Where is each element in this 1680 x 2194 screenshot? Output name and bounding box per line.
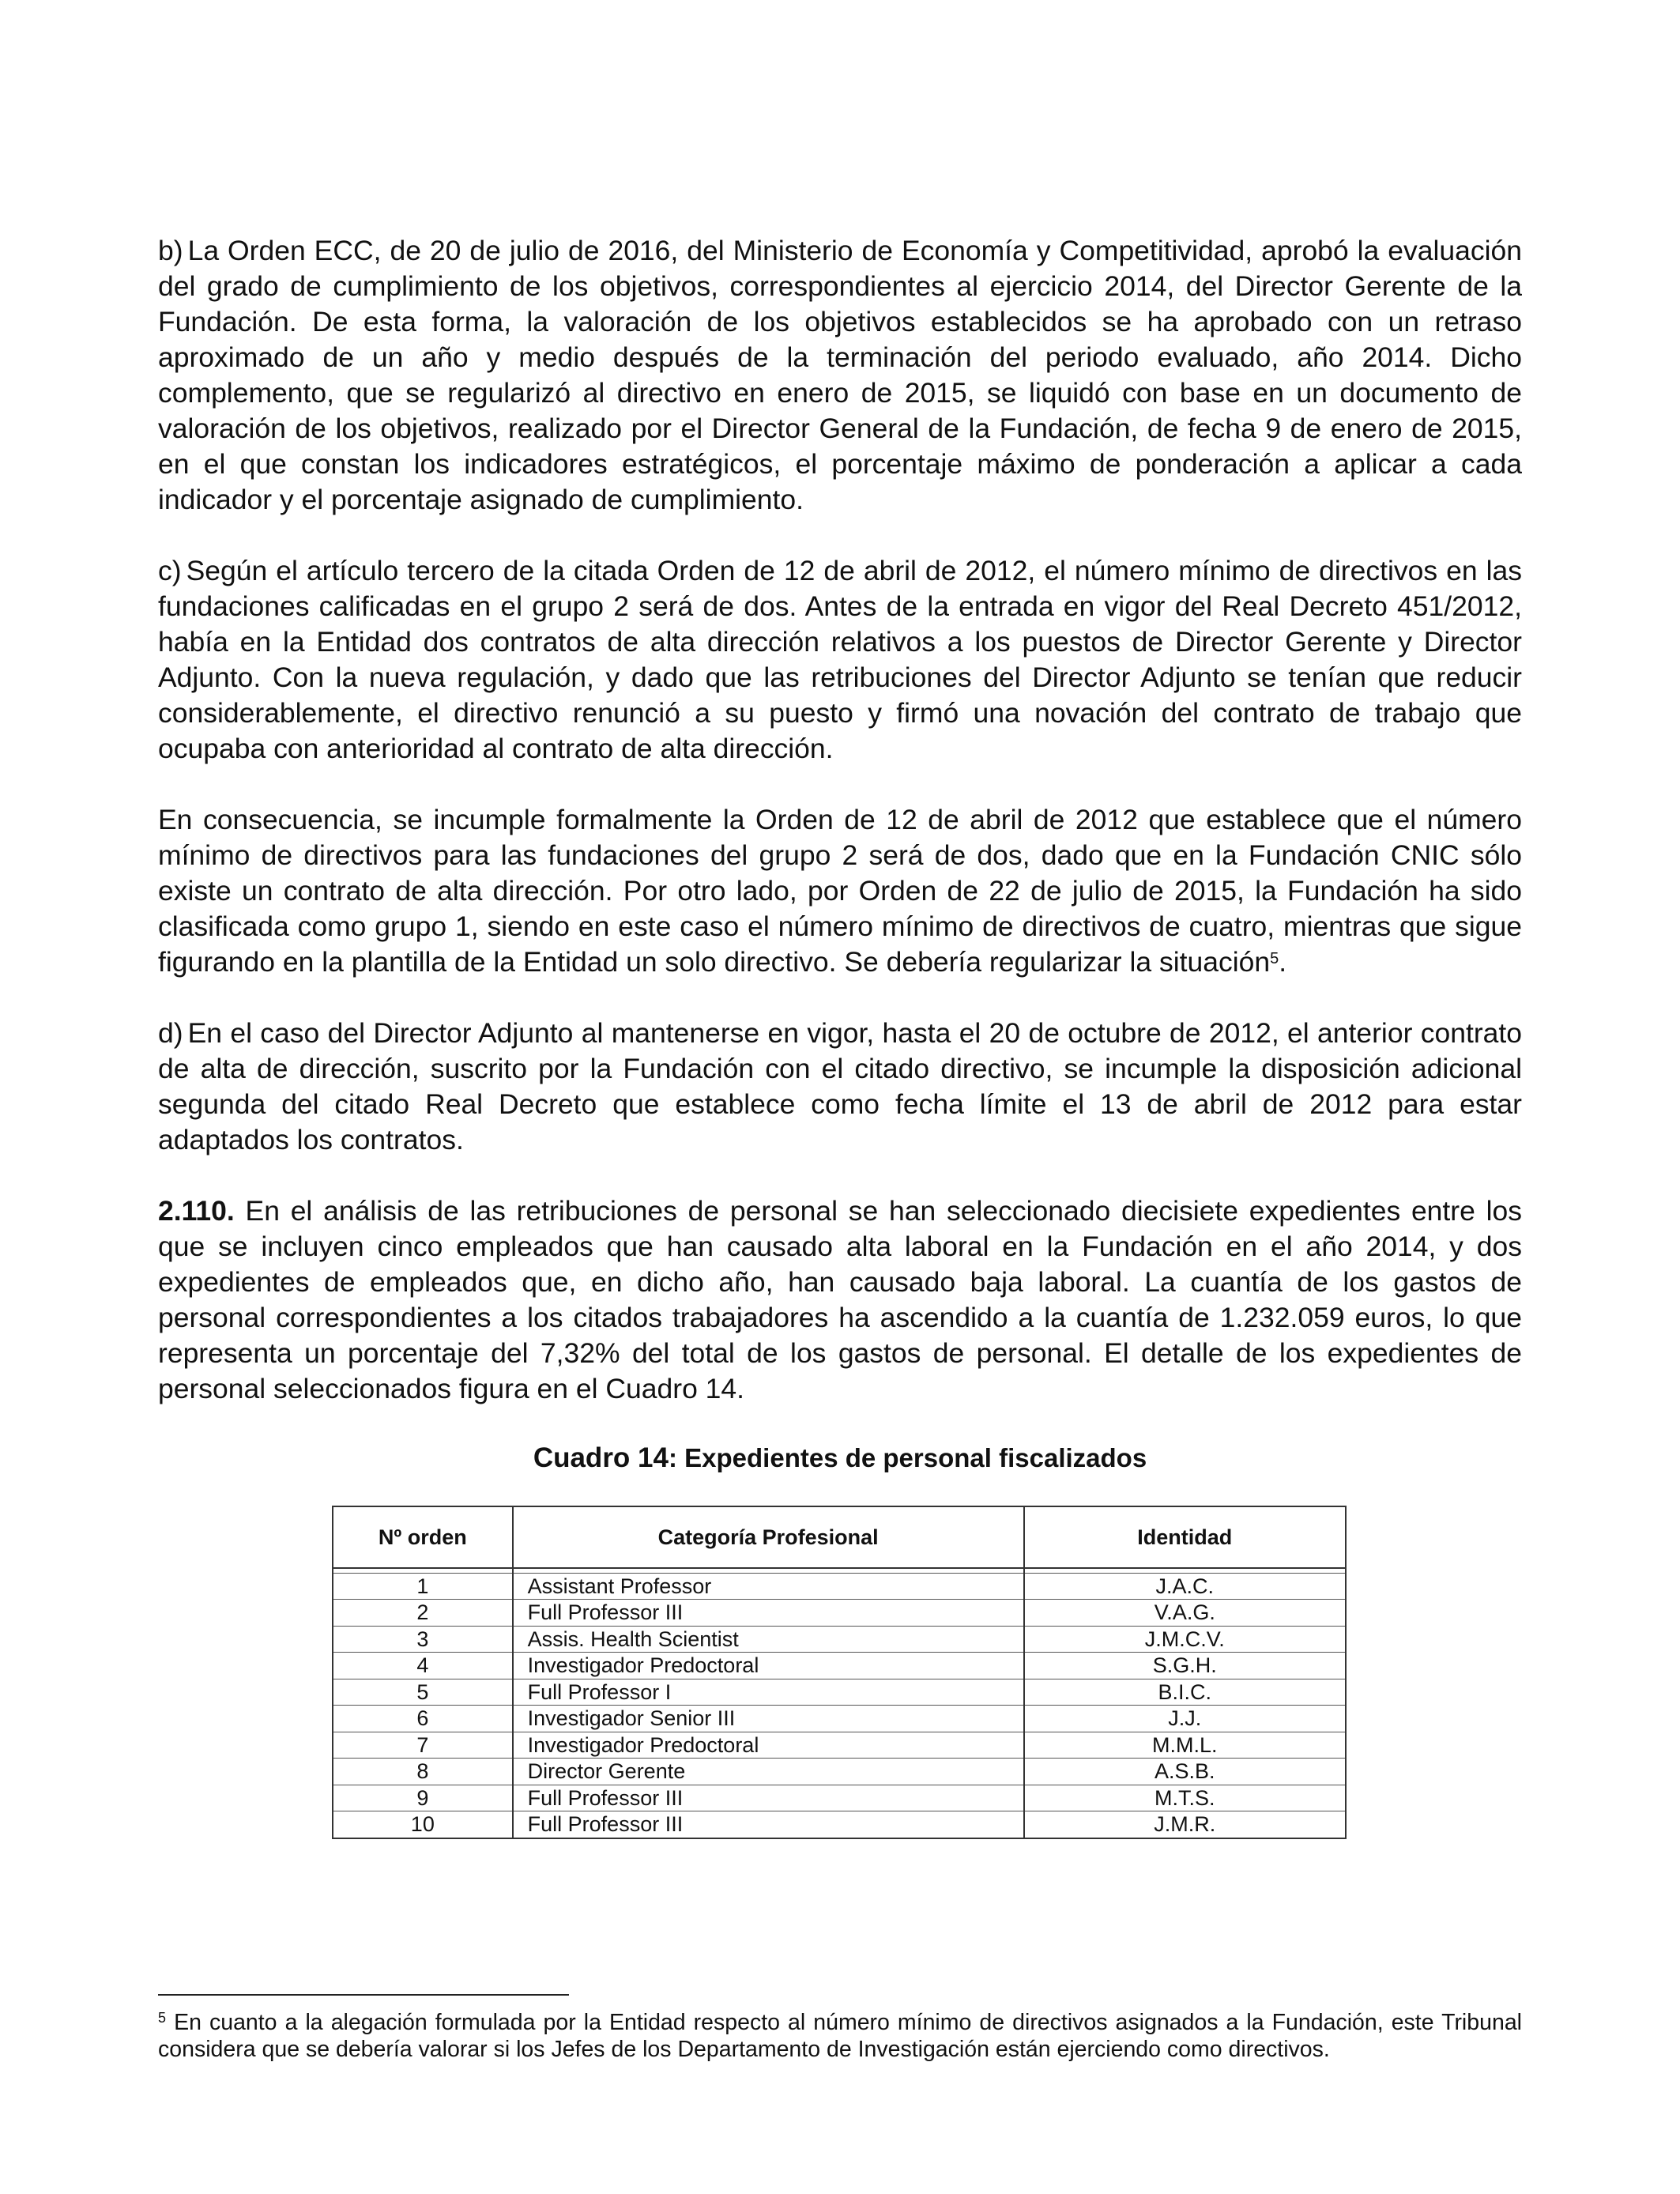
cell-orden: 2 xyxy=(333,1600,513,1627)
column-header-categoria: Categoría Profesional xyxy=(513,1506,1024,1568)
paragraph-b xyxy=(158,233,1522,518)
cell-categoria: Assis. Health Scientist xyxy=(513,1626,1024,1653)
cell-identidad: V.A.G. xyxy=(1024,1600,1346,1627)
paragraph-text: Según el artículo tercero de la citada Orden de 12 de abril de 2012, el número mínimo de directivos en las fundaciones calificadas en el grupo 2 será de dos. Antes de la entrada en vigor del Real Decreto 451/2012, había en la Entidad dos contratos de alta dirección relativos a los puestos de Director Gerente y Director Adjunto. Con la nueva regulación, y dado que las retribuciones del Director Adjunto se tenían que reducir considerablemente, el directivo renunció a su puesto y firmó una novación del contrato de trabajo que ocupaba con anterioridad al contrato de alta dirección. xyxy=(158,555,1522,764)
table-row xyxy=(333,1600,1346,1627)
cell-categoria: Investigador Senior III xyxy=(513,1706,1024,1732)
paragraph-consecuencia xyxy=(158,802,1522,980)
cell-identidad: M.T.S. xyxy=(1024,1785,1346,1811)
caption-number: Cuadro 14 xyxy=(533,1442,669,1473)
cell-orden: 1 xyxy=(333,1573,513,1600)
paragraph-text: La Orden ECC, de 20 de julio de 2016, del Ministerio de Economía y Competitividad, aprobó la evaluación del grado de cumplimiento de los objetivos, correspondientes al ejercicio 2014, del Director Gerente de la Fundación. De esta forma, la valoración de los objetivos establecidos se ha aprobado con un retraso aproximado de un año y medio después de la terminación del periodo evaluado, año 2014. Dicho complemento, que se regularizó al directivo en enero de 2015, se liquidó con base en un documento de valoración de los objetivos, realizado por el Director General de la Fundación, de fecha 9 de enero de 2015, en el que constan los indicadores estratégicos, el porcentaje máximo de ponderación a aplicar a cada indicador y el porcentaje asignado de cumplimiento. xyxy=(158,235,1522,515)
cell-identidad: J.A.C. xyxy=(1024,1573,1346,1600)
cell-identidad: S.G.H. xyxy=(1024,1653,1346,1679)
table-row xyxy=(333,1785,1346,1811)
cell-identidad: B.I.C. xyxy=(1024,1679,1346,1706)
table-row xyxy=(333,1811,1346,1838)
cell-categoria: Assistant Professor xyxy=(513,1573,1024,1600)
table-header-row xyxy=(333,1506,1346,1568)
cell-categoria: Director Gerente xyxy=(513,1759,1024,1785)
paragraph-text-end: . xyxy=(1279,946,1287,978)
paragraph-2-110 xyxy=(158,1193,1522,1407)
section-number: 2.110. xyxy=(158,1195,235,1227)
column-header-identidad: Identidad xyxy=(1024,1506,1346,1568)
paragraph-d xyxy=(158,1016,1522,1158)
cell-categoria: Investigador Predoctoral xyxy=(513,1653,1024,1679)
table-row xyxy=(333,1732,1346,1759)
cell-orden: 7 xyxy=(333,1732,513,1759)
paragraph-label: c) xyxy=(158,555,182,586)
footnote-text: En cuanto a la alegación formulada por la Entidad respecto al número mínimo de directivos asignados a la Fundación, este Tribunal considera que se debería valorar si los Jefes de los Departamento de Investigación están ejerciendo como directivos. xyxy=(158,2010,1522,2062)
paragraph-c xyxy=(158,553,1522,767)
cell-orden: 4 xyxy=(333,1653,513,1679)
cell-orden: 5 xyxy=(333,1679,513,1706)
caption-separator: : xyxy=(668,1443,677,1472)
cell-categoria: Full Professor III xyxy=(513,1785,1024,1811)
cell-orden: 6 xyxy=(333,1706,513,1732)
cell-identidad: J.M.C.V. xyxy=(1024,1626,1346,1653)
table-row xyxy=(333,1759,1346,1785)
footnote-separator xyxy=(158,1994,569,1996)
cell-identidad: J.M.R. xyxy=(1024,1811,1346,1838)
footnote-reference[interactable]: 5 xyxy=(1270,950,1279,967)
table-caption xyxy=(158,1442,1522,1474)
cell-categoria: Investigador Predoctoral xyxy=(513,1732,1024,1759)
paragraph-text: En el caso del Director Adjunto al mantenerse en vigor, hasta el 20 de octubre de 2012, el anterior contrato de alta de dirección, suscrito por la Fundación con el citado directivo, se incumple la disposición adicional segunda del citado Real Decreto que establece como fecha límite el 13 de abril de 2012 para estar adaptados los contratos. xyxy=(158,1017,1522,1155)
paragraph-label: d) xyxy=(158,1017,183,1049)
footnote-number: 5 xyxy=(158,2010,167,2026)
cell-orden: 9 xyxy=(333,1785,513,1811)
table-row xyxy=(333,1573,1346,1600)
table-row xyxy=(333,1653,1346,1679)
cell-identidad: A.S.B. xyxy=(1024,1759,1346,1785)
table-row xyxy=(333,1679,1346,1706)
personnel-table xyxy=(332,1506,1347,1839)
cell-categoria: Full Professor III xyxy=(513,1600,1024,1627)
footnote xyxy=(158,2009,1522,2063)
document-body xyxy=(158,233,1522,1839)
paragraph-text: En consecuencia, se incumple formalmente la Orden de 12 de abril de 2012 que establece que el número mínimo de directivos para las fundaciones del grupo 2 será de dos, dado que en la Fundación CNIC sólo existe un contrato de alta dirección. Por otro lado, por Orden de 22 de julio de 2015, la Fundación ha sido clasificada como grupo 1, siendo en este caso el número mínimo de directivos de cuatro, mientras que sigue figurando en la plantilla de la Entidad un solo directivo. Se debería regularizar la situación xyxy=(158,804,1522,978)
cell-categoria: Full Professor III xyxy=(513,1811,1024,1838)
paragraph-text: En el análisis de las retribuciones de personal se han seleccionado diecisiete expedientes entre los que se incluyen cinco empleados que han causado alta laboral en la Fundación en el año 2014, y dos expedientes de empleados que, en dicho año, han causado baja laboral. La cuantía de los gastos de personal correspondientes a los citados trabajadores ha ascendido a la cuantía de 1.232.059 euros, lo que representa un porcentaje del 7,32% del total de los gastos de personal. El detalle de los expedientes de personal seleccionados figura en el Cuadro 14. xyxy=(158,1195,1522,1404)
cell-categoria: Full Professor I xyxy=(513,1679,1024,1706)
cell-identidad: J.J. xyxy=(1024,1706,1346,1732)
table-row xyxy=(333,1706,1346,1732)
cell-identidad: M.M.L. xyxy=(1024,1732,1346,1759)
paragraph-label: b) xyxy=(158,235,183,266)
column-header-orden: Nº orden xyxy=(333,1506,513,1568)
cell-orden: 3 xyxy=(333,1626,513,1653)
cell-orden: 8 xyxy=(333,1759,513,1785)
cell-orden: 10 xyxy=(333,1811,513,1838)
table-row xyxy=(333,1626,1346,1653)
caption-title: Expedientes de personal fiscalizados xyxy=(684,1443,1147,1472)
